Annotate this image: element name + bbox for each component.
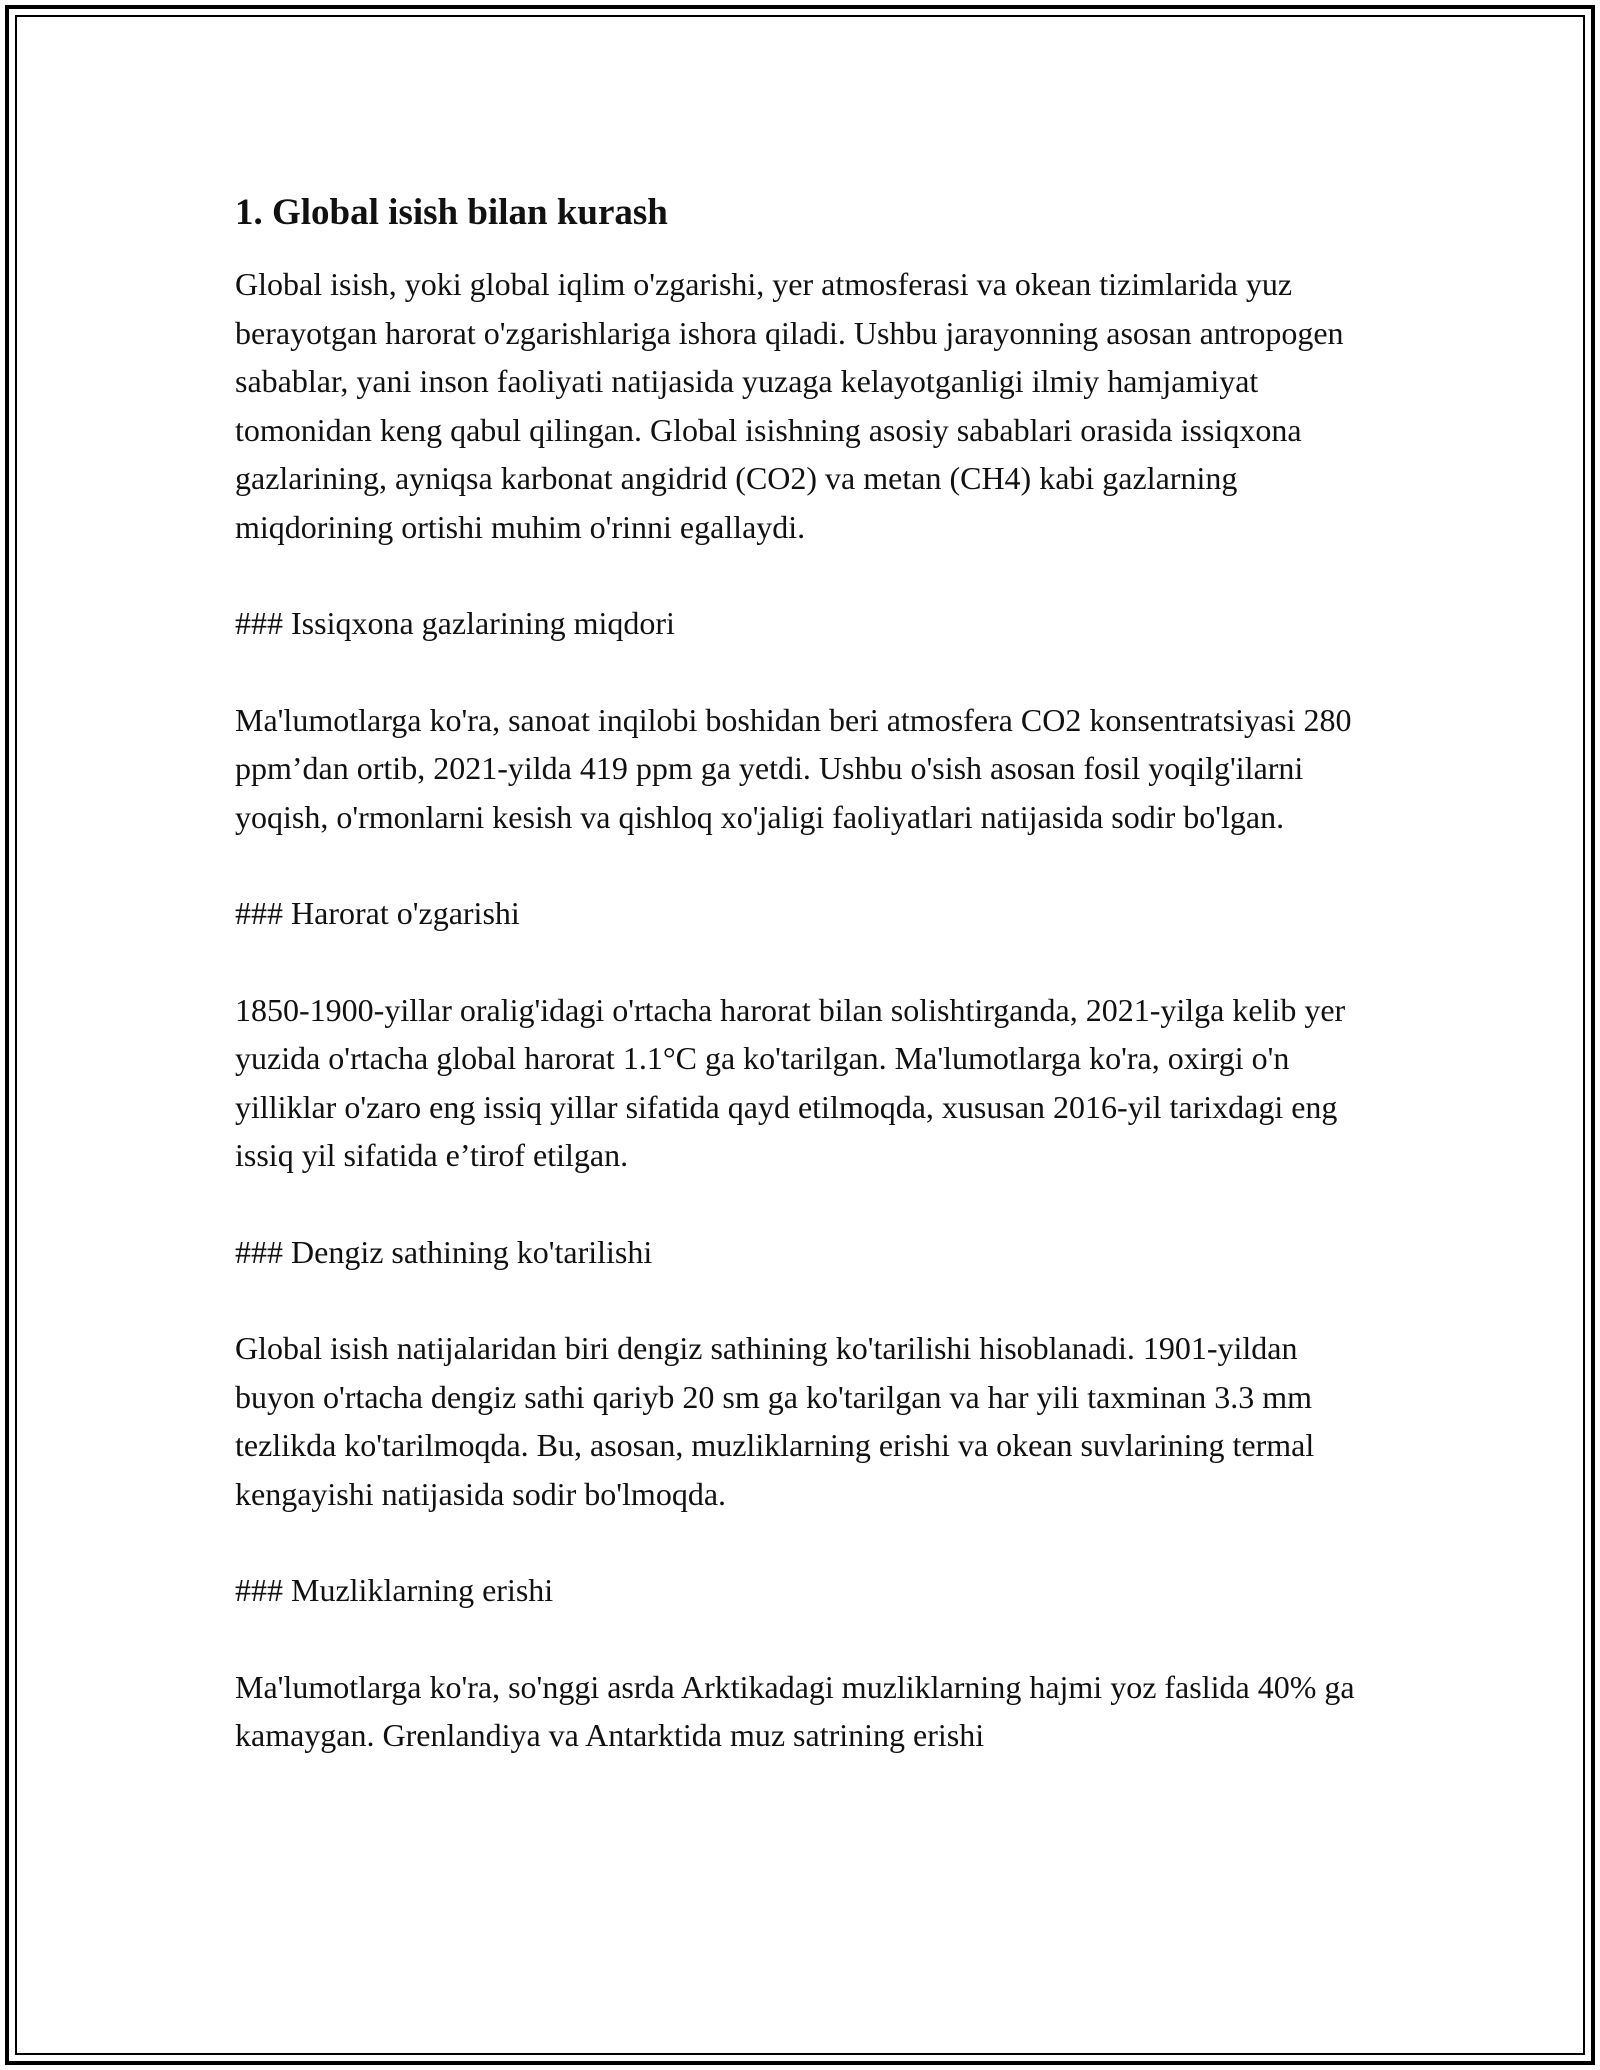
subheading-sea-level-rise: ### Dengiz sathining ko'tarilishi [235, 1233, 653, 1270]
subheading-greenhouse-gases: ### Issiqxona gazlarining miqdori [235, 605, 675, 641]
paragraph-intro: Global isish, yoki global iqlim o'zgarishi, yer atmosferasi va okean tizimlarida yuz berayotgan harorat o'zgarishlariga ishora qiladi. Ushbu jarayonning asosan antropogen sabablar, yani inson faoliyati natijasida yuzaga kelayotganligi ilmiy hamjamiyat tomonidan keng qabul qilingan. Global isishning asosiy sabablari orasida issiqxona gazlarining, ayniqsa karbonat angidrid (CO2) va metan (CH4) kabi gazlarning miqdorining ortishi muhim o'rinni egallaydi. [235, 266, 1344, 545]
document-title: 1. Global isish bilan kurash [235, 192, 668, 233]
paragraph-glacier-melting: Ma'lumotlarga ko'ra, so'nggi asrda Arktikadagi muzliklarning hajmi yoz faslida 40% ga kamaygan. Grenlandiya va Antarktida muz satrining erishi [235, 1668, 1355, 1753]
subheading-glacier-melting: ### Muzliklarning erishi [235, 1572, 554, 1608]
paragraph-temperature-change: 1850-1900-yillar oralig'idagi o'rtacha harorat bilan solishtirganda, 2021-yilga kelib yer yuzida o'rtacha global harorat 1.1°C ga ko'tarilgan. Ma'lumotlarga ko'ra, oxirgi o'n yilliklar o'zaro eng issiq yillar sifatida qayd etilmoqda, xususan 2016-yil tarixdagi eng issiq yil sifatida e’tirof etilgan. [235, 991, 1346, 1173]
paragraph-sea-level-rise: Global isish natijalaridan biri dengiz sathining ko'tarilishi hisoblanadi. 1901-yildan buyon o'rtacha dengiz sathi qariyb 20 sm ga ko'tarilgan va har yili taxminan 3.3 mm tezlikda ko'tarilmoqda. Bu, asosan, muzliklarning erishi va okean suvlarining termal kengayishi natijasida sodir bo'lmoqda. [235, 1330, 1315, 1512]
document-body [235, 188, 1385, 1808]
paragraph-greenhouse-gases: Ma'lumotlarga ko'ra, sanoat inqilobi boshidan beri atmosfera CO2 konsentratsiyasi 280 ppm’dan ortib, 2021-yilda 419 ppm ga yetdi. Ushbu o'sish asosan fosil yoqilg'ilarni yoqish, o'rmonlarni kesish va qishloq xo'jaligi faoliyatlari natijasida sodir bo'lgan. [235, 701, 1352, 835]
subheading-temperature-change: ### Harorat o'zgarishi [235, 895, 520, 931]
